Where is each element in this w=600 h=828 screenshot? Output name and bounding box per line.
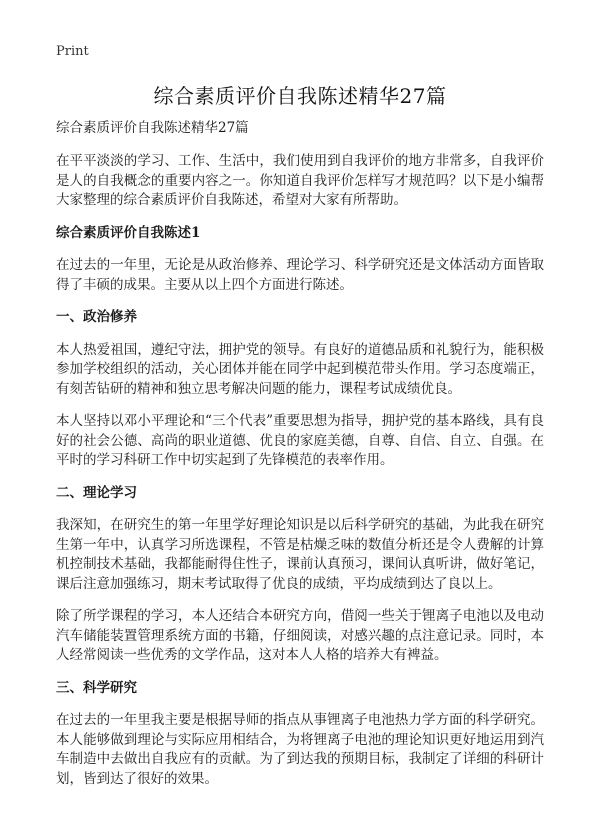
intro-paragraph: 在平平淡淡的学习、工作、生活中，我们使用到自我评价的地方非常多，自我评价是人的自我概念的重要内容之一。你知道自我评价怎样写才规范吗？以下是小编帮大家整理的综合素质评价自我陈述，希望对大家有所帮助。 <box>56 153 544 208</box>
paragraph: 我深知，在研究生的第一年里学好理论知识是以后科学研究的基础，为此我在研究生第一年中，认真学习所选课程，不管是枯燥乏味的数值分析还是令人费解的计算机控制技术基础，我都能耐得住性子，课前认真预习，课间认真听讲，做好笔记，课后注意加强练习，期末考试取得了优良的成绩，平均成绩到达了良以上。 <box>56 517 544 592</box>
page-title: 综合素质评价自我陈述精华27篇 <box>153 84 447 108</box>
paragraph: 本人热爱祖国，遵纪守法，拥护党的领导。有良好的道德品质和礼貌行为，能积极参加学校组织的活动，关心团体并能在同学中起到模范带头作用。学习态度端正，有刻苦钻研的精神和独立思考解决问题的能力，课程考试成绩优良。 <box>56 341 544 397</box>
document-body <box>56 118 544 802</box>
subsection-heading-politics: 一、政治修养 <box>56 309 137 325</box>
print-label[interactable]: Print <box>56 44 89 59</box>
paragraph: 除了所学课程的学习，本人还结合本研究方向，借阅一些关于锂离子电池以及电动汽车储能装置管理系统方面的书籍，仔细阅读，对感兴趣的点注意记录。同时，本人经常阅读一些优秀的文学作品，这对本人人格的培养大有裨益。 <box>56 608 544 663</box>
section-heading: 综合素质评价自我陈述1 <box>56 224 201 241</box>
paragraph: 在过去的一年里，无论是从政治修养、理论学习、科学研究还是文体活动方面皆取得了丰硕的成果。主要从以上四个方面进行陈述。 <box>56 257 544 293</box>
subsection-heading-research: 三、科学研究 <box>56 679 137 696</box>
subsection-heading-theory: 二、理论学习 <box>56 484 137 501</box>
paragraph: 在过去的一年里我主要是根据导师的指点从事锂离子电池热力学方面的科学研究。本人能够做到理论与实际应用相结合，为将锂离子电池的理论知识更好地运用到汽车制造中去做出自我应有的贡献。为了到达我的预期目标，我制定了详细的科研计划，皆到达了很好的效果。 <box>56 712 544 787</box>
paragraph: 本人坚持以邓小平理论和“三个代表”重要思想为指导，拥护党的基本路线，具有良好的社会公德、高尚的职业道德、优良的家庭美德，自尊、自信、自立、自强。在平时的学习科研工作中切实起到了先锋模范的表率作用。 <box>56 413 544 468</box>
document-subtitle: 综合素质评价自我陈述精华27篇 <box>56 120 249 136</box>
